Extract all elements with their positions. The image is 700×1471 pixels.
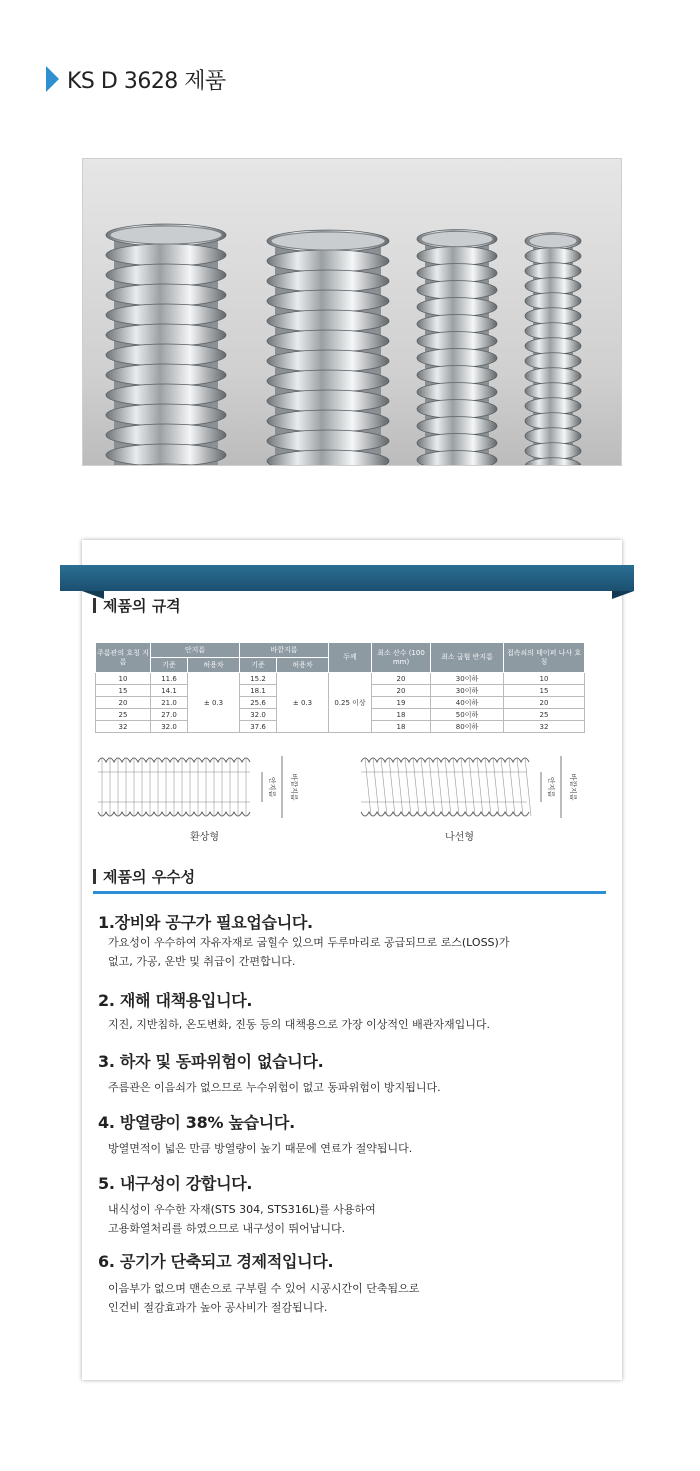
- th-min-bend: 최소 굽힘 반지름: [431, 643, 504, 673]
- cell-peaks: 20: [372, 673, 431, 685]
- heading-bar-icon: [93, 869, 96, 884]
- cell-thread: 15: [504, 685, 585, 697]
- cell-bend: 50이하: [431, 709, 504, 721]
- cell-bend: 30이하: [431, 685, 504, 697]
- page-title-row: [46, 64, 226, 94]
- merit-desc-1: 가요성이 우수하여 자유자재로 굽힐수 있으며 두루마리로 공급되므로 로스(LOSS)가 없고, 가공, 운반 및 취급이 간편합니다.: [108, 936, 510, 968]
- outer-diameter-label: 바깥지름: [290, 773, 298, 801]
- inner-diameter-label: 안지름: [268, 776, 276, 798]
- cell-size: 20: [96, 697, 151, 709]
- cell-outer: 32.0: [239, 709, 276, 721]
- cell-peaks: 20: [372, 685, 431, 697]
- card-ribbon: [60, 565, 634, 591]
- ribbon-fold-right: [612, 591, 634, 599]
- spec-section-heading: 제품의 규격: [93, 595, 181, 616]
- cell-outer-tolerance: ± 0.3: [277, 673, 329, 733]
- title-arrow-icon: [46, 66, 59, 92]
- cell-inner: 21.0: [151, 697, 188, 709]
- cell-inner: 32.0: [151, 721, 188, 733]
- corrugated-pipes-illustration: [83, 159, 622, 466]
- merit-divider: [93, 891, 606, 894]
- cell-thread: 20: [504, 697, 585, 709]
- pipe-3: [417, 230, 497, 466]
- outer-diameter-label: 바깥지름: [569, 773, 577, 801]
- page-title: KS D 3628 제품: [67, 68, 226, 94]
- merit-title-4: 4. 방열량이 38% 높습니다.: [98, 1113, 295, 1132]
- inner-diameter-label: 안지름: [547, 776, 555, 798]
- heading-bar-icon: [93, 598, 96, 613]
- th-outer-base: 기준: [239, 658, 276, 673]
- th-outer: 바깥지름: [239, 643, 328, 658]
- merit-desc-2: 지진, 지반침하, 온도변화, 진동 등의 대책용으로 가장 이상적인 배관자재입니다.: [108, 1018, 490, 1031]
- pipe-2: [267, 230, 389, 466]
- cell-peaks: 18: [372, 709, 431, 721]
- cell-size: 25: [96, 709, 151, 721]
- product-photo: [82, 158, 622, 466]
- cell-outer: 18.1: [239, 685, 276, 697]
- merit-title-3: 3. 하자 및 동파위험이 없습니다.: [98, 1052, 324, 1071]
- merit-section-heading: 제품의 우수성: [93, 866, 195, 887]
- helical-pipe-diagram: [355, 752, 605, 822]
- cell-inner-tolerance: ± 0.3: [188, 673, 240, 733]
- cell-bend: 30이하: [431, 673, 504, 685]
- th-outer-tol: 허용차: [277, 658, 329, 673]
- pipe-1: [106, 224, 226, 466]
- merit-title-1: 1.장비와 공구가 필요업습니다.: [98, 913, 313, 932]
- cell-peaks: 18: [372, 721, 431, 733]
- cell-inner: 27.0: [151, 709, 188, 721]
- helical-caption: 나선형: [445, 832, 474, 843]
- spec-table: [95, 642, 585, 733]
- cell-thread: 10: [504, 673, 585, 685]
- th-inner-base: 기준: [151, 658, 188, 673]
- cell-inner: 11.6: [151, 673, 188, 685]
- cell-outer: 37.6: [239, 721, 276, 733]
- cell-inner: 14.1: [151, 685, 188, 697]
- merit-title-5: 5. 내구성이 강합니다.: [98, 1174, 253, 1193]
- merit-desc-5: 내식성이 우수한 자재(STS 304, STS316L)를 사용하여 고용화열처리를 하였으므로 내구성이 뛰어납니다.: [108, 1203, 376, 1235]
- table-row: [96, 673, 585, 685]
- cell-thread: 32: [504, 721, 585, 733]
- annular-pipe-diagram: [90, 752, 340, 822]
- th-size: 주름관의 호칭 지름: [96, 643, 151, 673]
- merit-desc-3: 주름관은 이음쇠가 없으므로 누수위험이 없고 동파위험이 방지됩니다.: [108, 1081, 441, 1094]
- merit-desc-4: 방열면적이 넓은 만큼 방열량이 높기 때문에 연료가 절약됩니다.: [108, 1142, 413, 1155]
- merit-title-2: 2. 재해 대책용입니다.: [98, 991, 253, 1010]
- cell-size: 10: [96, 673, 151, 685]
- th-thickness: 두께: [329, 643, 372, 673]
- cell-outer: 25.6: [239, 697, 276, 709]
- merit-desc-6: 이음부가 없으며 맨손으로 구부릴 수 있어 시공시간이 단축됨으로 인건비 절감효과가 높아 공사비가 절감됩니다.: [108, 1282, 420, 1314]
- th-inner: 안지름: [151, 643, 240, 658]
- merit-title-6: 6. 공기가 단축되고 경제적입니다.: [98, 1252, 334, 1271]
- annular-caption: 환상형: [190, 832, 219, 843]
- pipe-4: [525, 233, 581, 466]
- cell-bend: 40이하: [431, 697, 504, 709]
- cell-outer: 15.2: [239, 673, 276, 685]
- cell-size: 15: [96, 685, 151, 697]
- cell-peaks: 19: [372, 697, 431, 709]
- cell-thickness: 0.25 이상: [329, 673, 372, 733]
- cell-thread: 25: [504, 709, 585, 721]
- th-inner-tol: 허용차: [188, 658, 240, 673]
- th-min-peaks: 최소 산수 (100 mm): [372, 643, 431, 673]
- cell-bend: 80이하: [431, 721, 504, 733]
- th-thread: 접속쇠의 테이퍼 나사 호칭: [504, 643, 585, 673]
- cell-size: 32: [96, 721, 151, 733]
